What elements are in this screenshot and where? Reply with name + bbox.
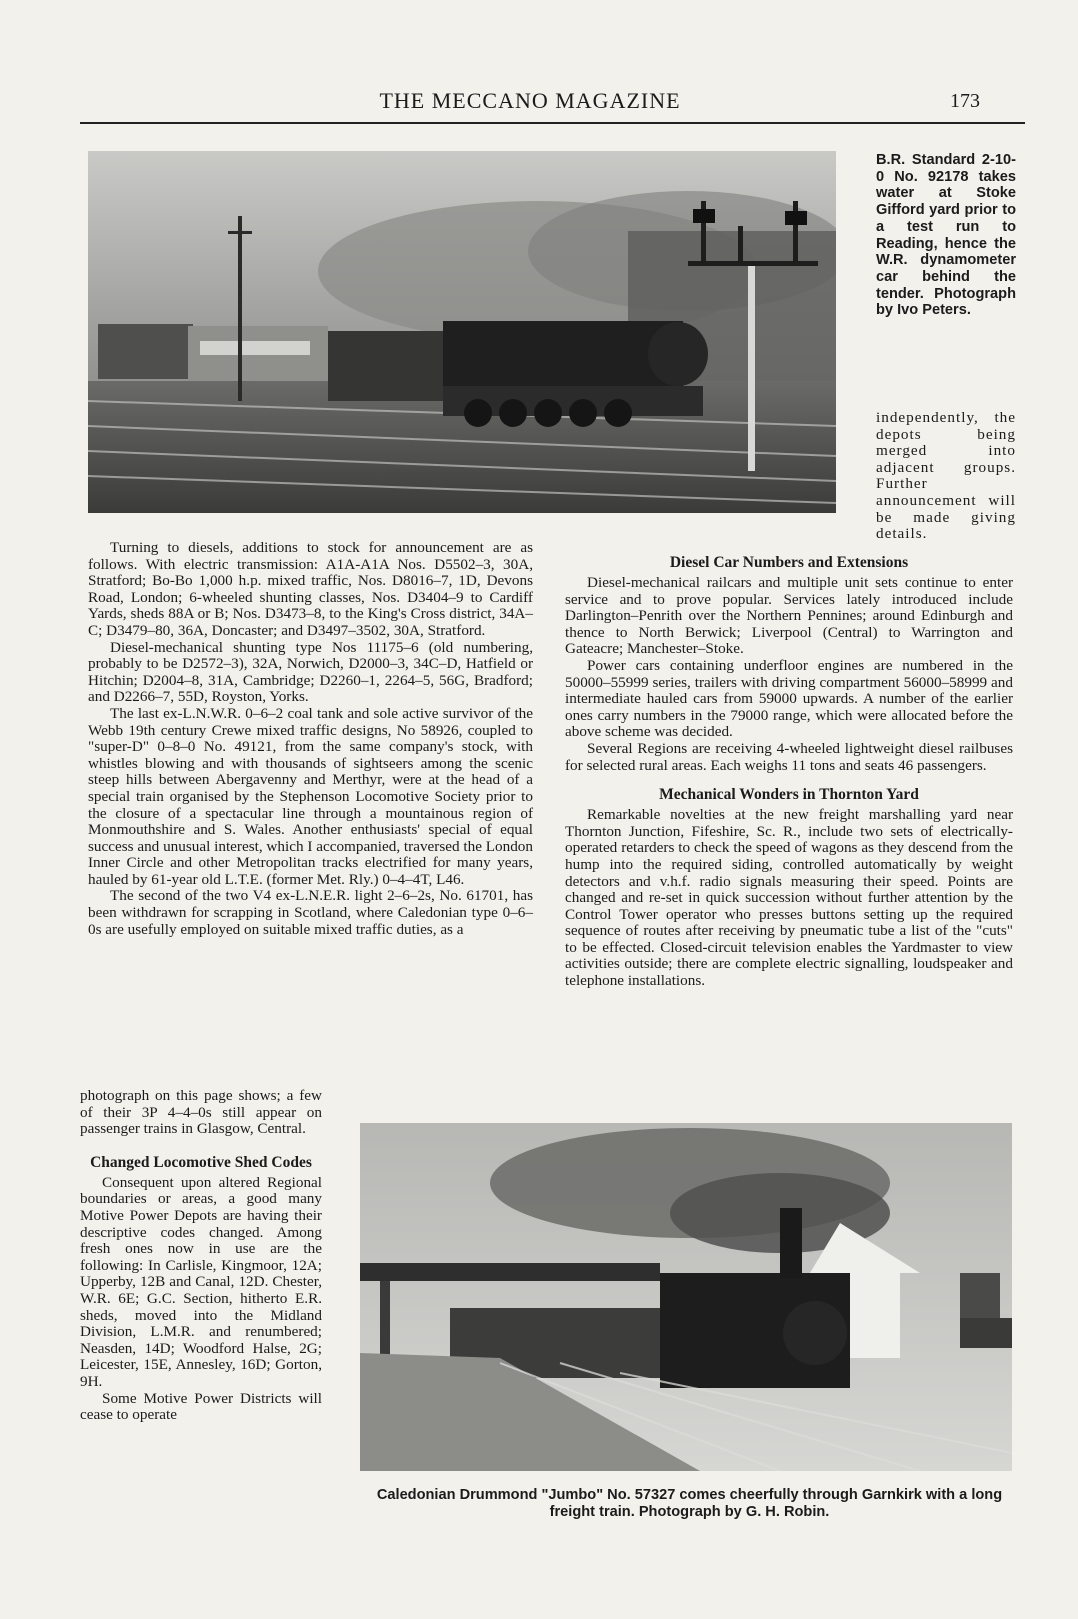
photo-top-caption: B.R. Standard 2-10-0 No. 92178 takes water at Stoke Gifford yard prior to a test run to Reading, hence the W.R. dynamometer car behind the tender. Photograph by Ivo Peters. [876, 152, 1016, 319]
photo-top-illustration [88, 151, 836, 513]
left-paragraph-diesels: Turning to diesels, additions to stock for announcement are as follows. With electric transmission: A1A-A1A Nos. D5502–3, 30A, Stratford; Bo-Bo 1,000 h.p. mixed traffic, Nos. D8016–7, 1D, Devons Road, London; 6-wheeled shunting classes, Nos. D3404–9 to Cardiff Yards, sheds 88A or B; Nos. D3473–8, to the King's Cross district, 34A–C; D3479–80, 36A, Doncaster; and D3497–3502, 30A, Stratford. [88, 539, 533, 639]
diesel-paragraph-1: Diesel-mechanical railcars and multiple unit sets continue to enter service and to prove popular. Services lately introduced include Darlington–Penrith over the Northern Pennines; around Edinburgh and thence to North Berwick; Liverpool (Central) to Warrington and Gateacre; Manchester–Stoke. [565, 574, 1013, 658]
diesel-paragraph-3: Several Regions are receiving 4-wheeled lightweight diesel railbuses for selected rural areas. Each weighs 11 tons and seats 46 passengers. [565, 739, 1013, 774]
right-column-main [565, 548, 1013, 990]
page-number: 173 [950, 90, 980, 112]
left-narrow-continuation: photograph on this page shows; a few of their 3P 4–4–0s still appear on passenger trains in Glasgow, Central. [80, 1087, 322, 1138]
photo-bottom-illustration [360, 1123, 1012, 1471]
photo-bottom-caption: Caledonian Drummond "Jumbo" No. 57327 comes cheerfully through Garnkirk with a long freight train. Photograph by G. H. Robin. [376, 1487, 1003, 1520]
left-column-main [88, 540, 533, 938]
left-paragraph-coal-tank: The last ex-L.N.W.R. 0–6–2 coal tank and sole active survivor of the Webb 19th century Crewe mixed traffic designs, No 58926, coupled to "super-D" 0–8–0 No. 49121, from the same company's stock, with whistles blowing and with thousands of sightseers among the scenic steep hills between Abergavenny and Merthyr, were at the head of a special train organised by the Stephenson Locomotive Society prior to the closure of a spectacular line through a mountainous region of Monmouthshire and S. Wales. Another enthusiasts' special of equal success and unusual interest, which I accompanied, traversed the London Inner Circle and other Metropolitan tracks electrified for many years, hauled by 61-year old L.T.E. (former Met. Rly.) 0–4–4T, L46. [88, 704, 533, 888]
heading-thornton-yard: Mechanical Wonders in Thornton Yard [659, 786, 919, 804]
header-rule [80, 122, 1025, 124]
heading-shed-codes: Changed Locomotive Shed Codes [90, 1153, 312, 1171]
shed-paragraph-2: Some Motive Power Districts will cease to operate [80, 1389, 322, 1424]
left-column-narrow [80, 1088, 322, 1424]
page-header-title: THE MECCANO MAGAZINE [379, 88, 681, 113]
heading-diesel-car-numbers: Diesel Car Numbers and Extensions [669, 554, 909, 571]
thornton-paragraph-1: Remarkable novelties at the new freight marshalling yard near Thornton Junction, Fifeshire, Sc. R., include two sets of electrically-operated retarders to check the speed of wagons as they descend from the hump into the required siding, controlled automatically by weight detectors and v.h.f. radio signals measuring their speed. Points are changed and re-set in quick succession without further attention by the Control Tower operator who presses buttons setting up the required sequence of routes after receiving by pneumatic tube a list of the "cuts" to be effected. Closed-circuit television enables the Yardmaster to view activities outside; there are complete electric signalling, loudspeaker and telephone installations. [565, 806, 1013, 990]
locomotive-photo-top [88, 151, 836, 513]
locomotive-photo-bottom [360, 1123, 1012, 1471]
diesel-paragraph-2: Power cars containing underfloor engines are numbered in the 50000–55999 series, trailers with driving compartment 56000–58999 and intermediate hauled cars from 59000 upwards. A number of the earlier ones carry numbers in the 79000 range, which were allocated before the above scheme was decided. [565, 656, 1013, 741]
shed-paragraph-1: Consequent upon altered Regional boundaries or areas, a good many Motive Power Depots are having their descriptive codes changed. Among fresh ones now in use are the following: In Carlisle, Kingmoor, 12A; Upperby, 12B and Canal, 12D. Chester, W.R. 6E; G.C. Section, hitherto E.R. sheds, moved into the Midland Division, L.M.R. and renumbered; Neasden, 14D; Woodford Halse, 2G; Leicester, 15E, Annesley, 16D; Gorton, 9H. [80, 1173, 322, 1390]
left-paragraph-v4: The second of the two V4 ex-L.N.E.R. light 2–6–2s, No. 61701, has been withdrawn for scrapping in Scotland, where Caledonian type 0–6–0s are usefully employed on suitable mixed traffic duties, as a [88, 887, 533, 938]
left-paragraph-shunting: Diesel-mechanical shunting type Nos 11175–6 (old numbering, probably to be D2572–3), 32A, Norwich, D2000–3, 34C–D, Hatfield or Hitchin; D2004–8, 31A, Cambridge; D2260–1, 2264–5, 56G, Bradford; and D2266–7, 55D, Royston, Yorks. [88, 638, 533, 706]
right-column-continuation: independently, the depots being merged into adjacent groups. Further announcement will be made giving details. [876, 409, 1016, 543]
